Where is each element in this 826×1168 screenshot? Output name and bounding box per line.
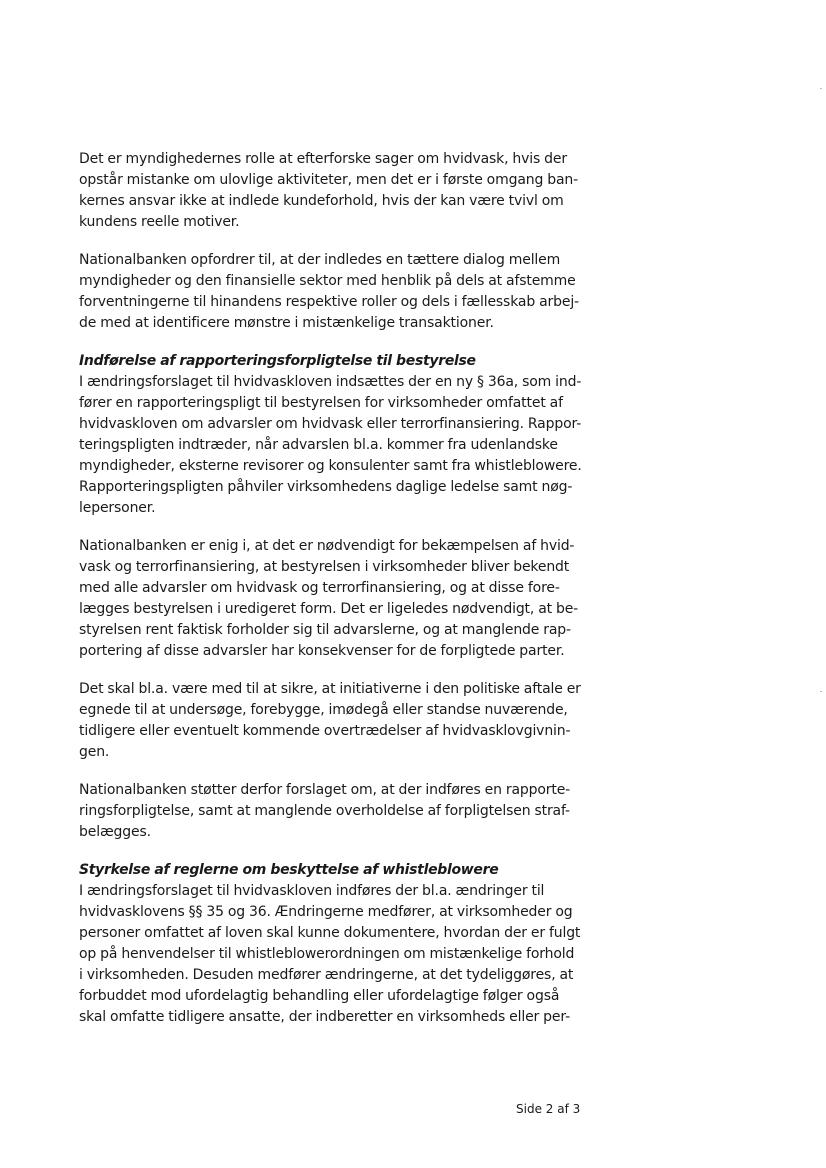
paragraph-spacer bbox=[79, 763, 584, 780]
paragraph bbox=[79, 149, 584, 233]
text-line: skal omfatte tidligere ansatte, der indberetter en virksomheds eller per- bbox=[79, 1009, 570, 1025]
text-line: tidligere eller eventuelt kommende overtrædelser af hvidvasklovgivnin- bbox=[79, 723, 571, 739]
text-line: Rapporteringspligten påhviler virksomhedens daglige ledelse samt nøg- bbox=[79, 479, 573, 495]
text-line: Nationalbanken støtter derfor forslaget om, at der indføres en rapporte- bbox=[79, 782, 571, 798]
text-line: egnede til at undersøge, forebygge, imødegå eller standse nuværende, bbox=[79, 702, 568, 718]
text-line: myndigheder, eksterne revisorer og konsulenter samt fra whistleblowere. bbox=[79, 458, 582, 474]
text-line: ringsforpligtelse, samt at manglende overholdelse af forpligtelsen straf- bbox=[79, 803, 570, 819]
text-line: lægges bestyrelsen i uredigeret form. Det er ligeledes nødvendigt, at be- bbox=[79, 601, 579, 617]
paragraph bbox=[79, 679, 584, 763]
text-line: kundens reelle motiver. bbox=[79, 214, 240, 230]
paragraph bbox=[79, 536, 584, 662]
text-line: Nationalbanken er enig i, at det er nødvendigt for bekæmpelsen af hvid- bbox=[79, 538, 575, 554]
section-heading: Indførelse af rapporteringsforpligtelse til bestyrelse bbox=[79, 353, 476, 369]
text-line: I ændringsforslaget til hvidvaskloven indsættes der en ny § 36a, som ind- bbox=[79, 374, 582, 390]
text-line: kernes ansvar ikke at indlede kundeforhold, hvis der kan være tvivl om bbox=[79, 193, 564, 209]
text-line: forventningerne til hinandens respektive roller og dels i fællesskab arbej- bbox=[79, 294, 579, 310]
text-line: de med at identificere mønstre i mistænkelige transaktioner. bbox=[79, 315, 494, 331]
paragraph-spacer bbox=[79, 662, 584, 679]
paragraph-spacer bbox=[79, 519, 584, 536]
paragraph-spacer bbox=[79, 334, 584, 351]
section-whistleblower-protection bbox=[79, 860, 584, 1028]
scan-mark bbox=[820, 88, 822, 89]
text-line: styrelsen rent faktisk forholder sig til advarslerne, og at manglende rap- bbox=[79, 622, 571, 638]
text-line: fører en rapporteringspligt til bestyrelsen for virksomheder omfattet af bbox=[79, 395, 563, 411]
document-body bbox=[79, 149, 584, 1028]
text-line: Det skal bl.a. være med til at sikre, at initiativerne i den politiske aftale er bbox=[79, 681, 581, 697]
paragraph-spacer bbox=[79, 233, 584, 250]
text-line: myndigheder og den finansielle sektor med henblik på dels at afstemme bbox=[79, 273, 576, 289]
text-line: hvidvasklovens §§ 35 og 36. Ændringerne medfører, at virksomheder og bbox=[79, 904, 573, 920]
paragraph-spacer bbox=[79, 843, 584, 860]
section-reporting-obligation bbox=[79, 351, 584, 519]
text-line: Det er myndighedernes rolle at efterforske sager om hvidvask, hvis der bbox=[79, 151, 567, 167]
paragraph bbox=[79, 250, 584, 334]
scan-mark bbox=[820, 691, 822, 692]
text-line: belægges. bbox=[79, 824, 151, 840]
text-line: med alle advarsler om hvidvask og terrorfinansiering, og at disse fore- bbox=[79, 580, 560, 596]
text-line: vask og terrorfinansiering, at bestyrelsen i virksomheder bliver bekendt bbox=[79, 559, 570, 575]
text-line: gen. bbox=[79, 744, 110, 760]
text-line: lepersoner. bbox=[79, 500, 156, 516]
text-line: op på henvendelser til whistleblowerordningen om mistænkelige forhold bbox=[79, 946, 575, 962]
page-number: Side 2 af 3 bbox=[516, 1102, 581, 1116]
text-line: personer omfattet af loven skal kunne dokumentere, hvordan der er fulgt bbox=[79, 925, 581, 941]
text-line: portering af disse advarsler har konsekvenser for de forpligtede parter. bbox=[79, 643, 565, 659]
text-line: teringspligten indtræder, når advarslen bl.a. kommer fra udenlandske bbox=[79, 437, 558, 453]
paragraph bbox=[79, 780, 584, 843]
text-line: i virksomheden. Desuden medfører ændringerne, at det tydeliggøres, at bbox=[79, 967, 574, 983]
text-line: forbuddet mod ufordelagtig behandling eller ufordelagtige følger også bbox=[79, 988, 560, 1004]
text-line: opstår mistanke om ulovlige aktiviteter, men det er i første omgang ban- bbox=[79, 172, 578, 188]
section-heading: Styrkelse af reglerne om beskyttelse af whistleblowere bbox=[79, 862, 499, 878]
text-line: I ændringsforslaget til hvidvaskloven indføres der bl.a. ændringer til bbox=[79, 883, 545, 899]
text-line: Nationalbanken opfordrer til, at der indledes en tættere dialog mellem bbox=[79, 252, 561, 268]
text-line: hvidvaskloven om advarsler om hvidvask eller terrorfinansiering. Rappor- bbox=[79, 416, 582, 432]
